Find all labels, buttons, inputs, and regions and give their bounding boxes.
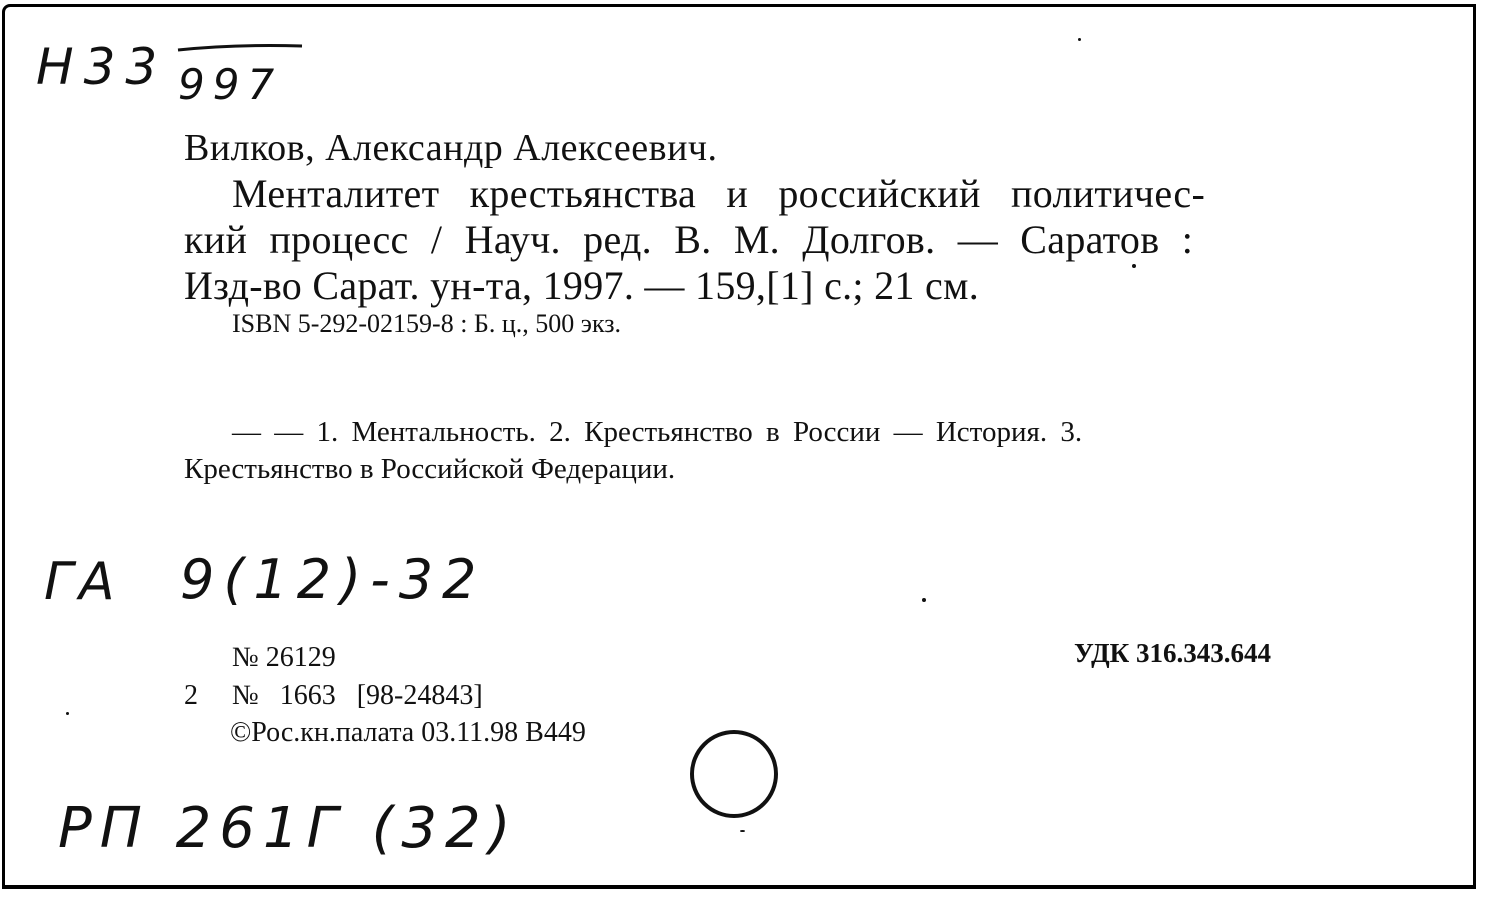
handwritten-call-number: Н33	[36, 38, 168, 96]
handwritten-bottom-code: РП 261Г (32)	[58, 796, 519, 861]
copyright-line: ©Рос.кн.палата 03.11.98 В449	[230, 717, 586, 748]
subjects-line-2: Крестьянство в Российской Федерации.	[184, 453, 676, 485]
speck	[922, 598, 926, 602]
copies-prefix: 2	[184, 680, 198, 711]
imprint-line: Изд-во Сарат. ун-та, 1997. — 159,[1] с.; 21 см.	[184, 263, 979, 308]
speck	[66, 712, 69, 715]
speck	[1132, 264, 1136, 268]
subjects-line-1: — — 1. Ментальность. 2. Крестьянство в России — История. 3.	[232, 416, 1083, 448]
author-heading: Вилков, Александр Алексеевич.	[184, 127, 718, 169]
hand-drawn-circle-mark	[686, 722, 786, 822]
isbn-line: ISBN 5-292-02159-8 : Б. ц., 500 экз.	[232, 309, 621, 338]
udk-code: УДК 316.343.644	[1074, 638, 1271, 668]
title-line-1: Менталитет крестьянства и российский политичес-	[232, 171, 1206, 216]
handwritten-classification-prefix: ГА	[44, 552, 121, 612]
title-line-2: кий процесс / Науч. ред. В. М. Долгов. — Саратов :	[184, 217, 1194, 262]
speck	[740, 830, 745, 832]
record-number: № 26129	[232, 642, 336, 673]
handwritten-call-number-sub: 997	[178, 60, 283, 109]
speck	[1078, 38, 1081, 41]
handwritten-overline	[176, 42, 306, 54]
handwritten-classification: 9(12)-32	[180, 548, 486, 611]
record-number-2: № 1663 [98-24843]	[232, 680, 483, 711]
